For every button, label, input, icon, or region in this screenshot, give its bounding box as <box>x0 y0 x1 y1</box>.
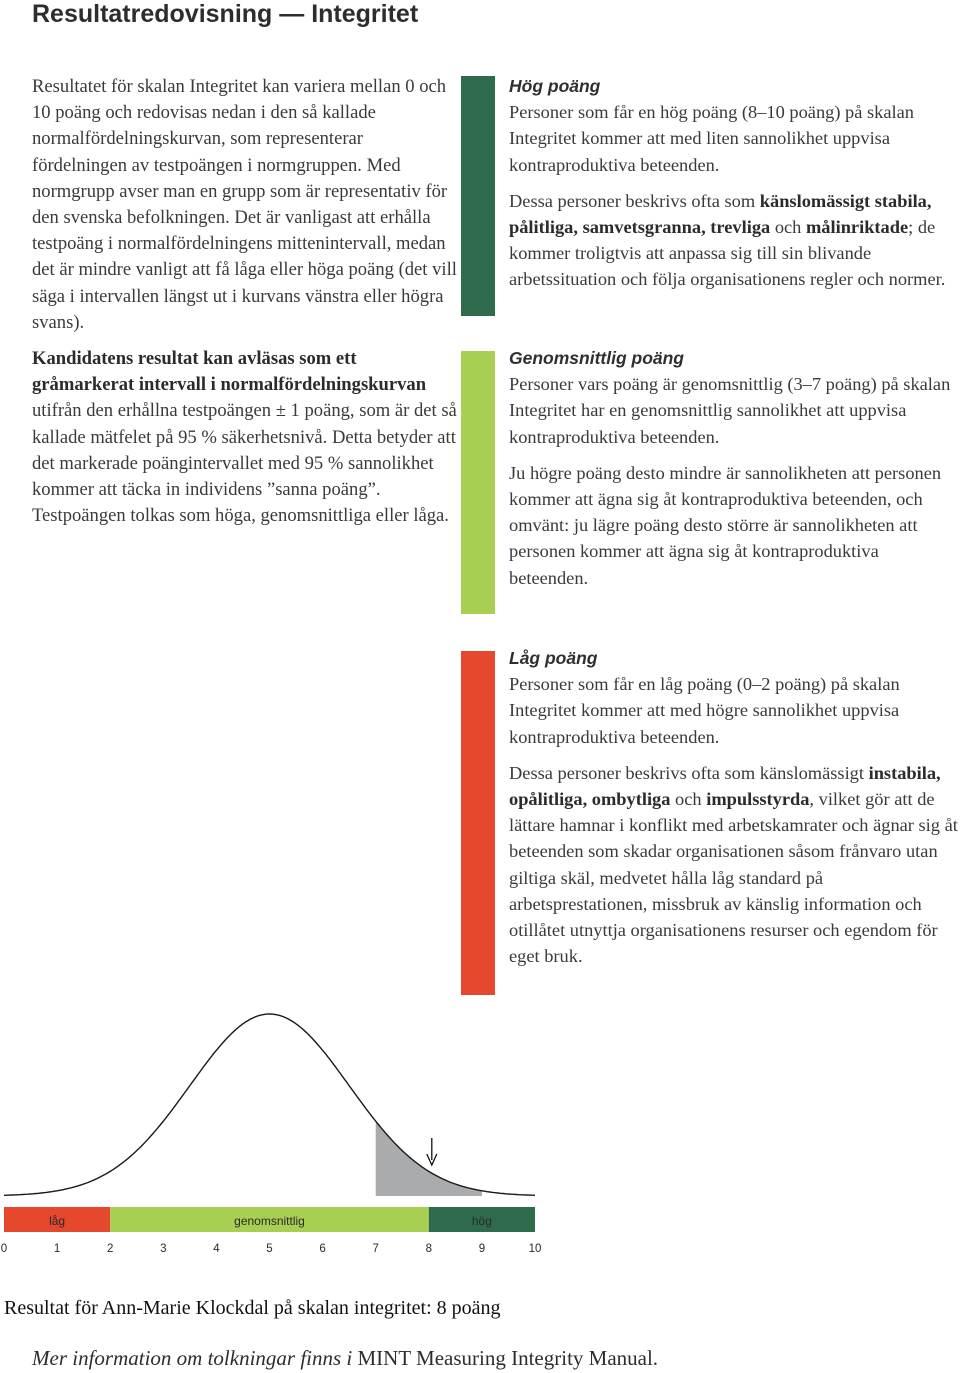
tick-label: 7 <box>372 1243 379 1255</box>
interpretation-bold: Kandidatens resultat kan avläsas som ett gråmarkerat intervall i normalfördelningskurvan <box>32 348 427 396</box>
hog-paragraph-1: Personer som får en hög poäng (8–10 poäng) på skalan Integritet kommer att med liten sannolikhet uppvisa kontraproduktiva beteenden. <box>509 102 914 175</box>
genomsnittlig-paragraph-1: Personer vars poäng är genomsnittlig (3–7 poäng) på skalan Integritet har en genomsnittlig sannolikhet att uppvisa kontraproduktiva beteenden. <box>509 374 951 447</box>
result-text: Resultat för Ann-Marie Klockdal på skalan integritet: 8 poäng <box>4 1297 501 1319</box>
band-label: genomsnittlig <box>234 1214 305 1228</box>
intro-paragraph: Resultatet för skalan Integritet kan variera mellan 0 och 10 poäng och redovisas nedan i den så kallade normalfördelningskurvan, som representerar fördelningen av testpoängen i normgruppen. Med normgrupp avser man en grupp som är representativ för den svenska befolkningen. Det är vanligast att erhålla testpoäng i normalfördelningens mittenintervall, medan det är mindre vanligt att få låga eller höga poäng (det vill säga i intervallen längst ut i kurvans vänstra eller högra svans). <box>32 76 457 333</box>
interpretation-paragraph <box>32 346 457 529</box>
more-info-text: Mer information om tolkningar finns i MINT Measuring Integrity Manual. <box>32 1346 659 1370</box>
hog-section <box>509 73 959 303</box>
distribution-curve <box>4 1014 535 1195</box>
hog-bar <box>461 76 495 316</box>
lag-bar <box>461 651 495 995</box>
tick-label: 8 <box>425 1243 433 1255</box>
genomsnittlig-bar <box>461 351 495 614</box>
tick-label: 4 <box>213 1243 220 1255</box>
lag-heading: Låg poäng <box>509 648 598 668</box>
tick-label: 5 <box>266 1243 273 1255</box>
genomsnittlig-section <box>509 345 959 601</box>
intro-text <box>32 74 457 539</box>
tick-label: 6 <box>319 1243 326 1255</box>
tick-label: 3 <box>160 1243 167 1255</box>
interpretation-rest: utifrån den erhållna testpoängen ± 1 poäng, som är det så kallade mätfelet på 95 % säkerhetsnivå. Detta betyder att det markerade poängintervallet med 95 % sannolikhet kommer att täcka in individens ”sanna poäng”. Testpoängen tolkas som höga, genomsnittliga eller låga. <box>32 400 457 527</box>
genomsnittlig-paragraph-2: Ju högre poäng desto mindre är sannolikheten att personen kommer att ägna sig åt kontraproduktiva beteenden, och omvänt: ju lägre poäng desto större är sannolikheten att personen kommer att ägna sig åt kontraproduktiva beteenden. <box>509 462 942 588</box>
band-label: hög <box>471 1214 492 1228</box>
page-title: Resultatredovisning — Integritet <box>32 0 419 28</box>
lag-section <box>509 645 959 979</box>
tick-label: 10 <box>528 1243 542 1255</box>
tick-label: 2 <box>106 1243 114 1255</box>
band-label: låg <box>49 1214 66 1228</box>
normal-distribution-chart <box>0 1000 960 1270</box>
tick-label: 9 <box>478 1243 486 1255</box>
lag-paragraph-2: Dessa personer beskrivs ofta som känslomässigt instabila, opålitliga, ombytliga och impulsstyrda, vilket gör att de lättare hamnar i konflikt med arbetskamrater och ägnar sig åt beteenden som skadar organisationen såsom frånvaro utan giltiga skäl, medvetet hålla låg standard på arbetsprestationen, missbruk av känslig information och otillåtet utnyttja organisationens resurser och egendom för eget bruk. <box>509 762 958 967</box>
tick-label: 1 <box>53 1243 61 1255</box>
lag-paragraph-1: Personer som får en låg poäng (0–2 poäng) på skalan Integritet kommer att med högre sannolikhet uppvisa kontraproduktiva beteenden. <box>509 674 900 747</box>
hog-paragraph-2: Dessa personer beskrivs ofta som känslomässigt stabila, pålitliga, samvetsgranna, trevliga och målinriktade; de kommer troligtvis att anpassa sig till sin blivande arbetssituation och följa organisationens regler och normer. <box>509 190 946 290</box>
hog-heading: Hög poäng <box>509 76 601 96</box>
tick-label: 0 <box>0 1243 8 1255</box>
genomsnittlig-heading: Genomsnittlig poäng <box>509 348 684 368</box>
